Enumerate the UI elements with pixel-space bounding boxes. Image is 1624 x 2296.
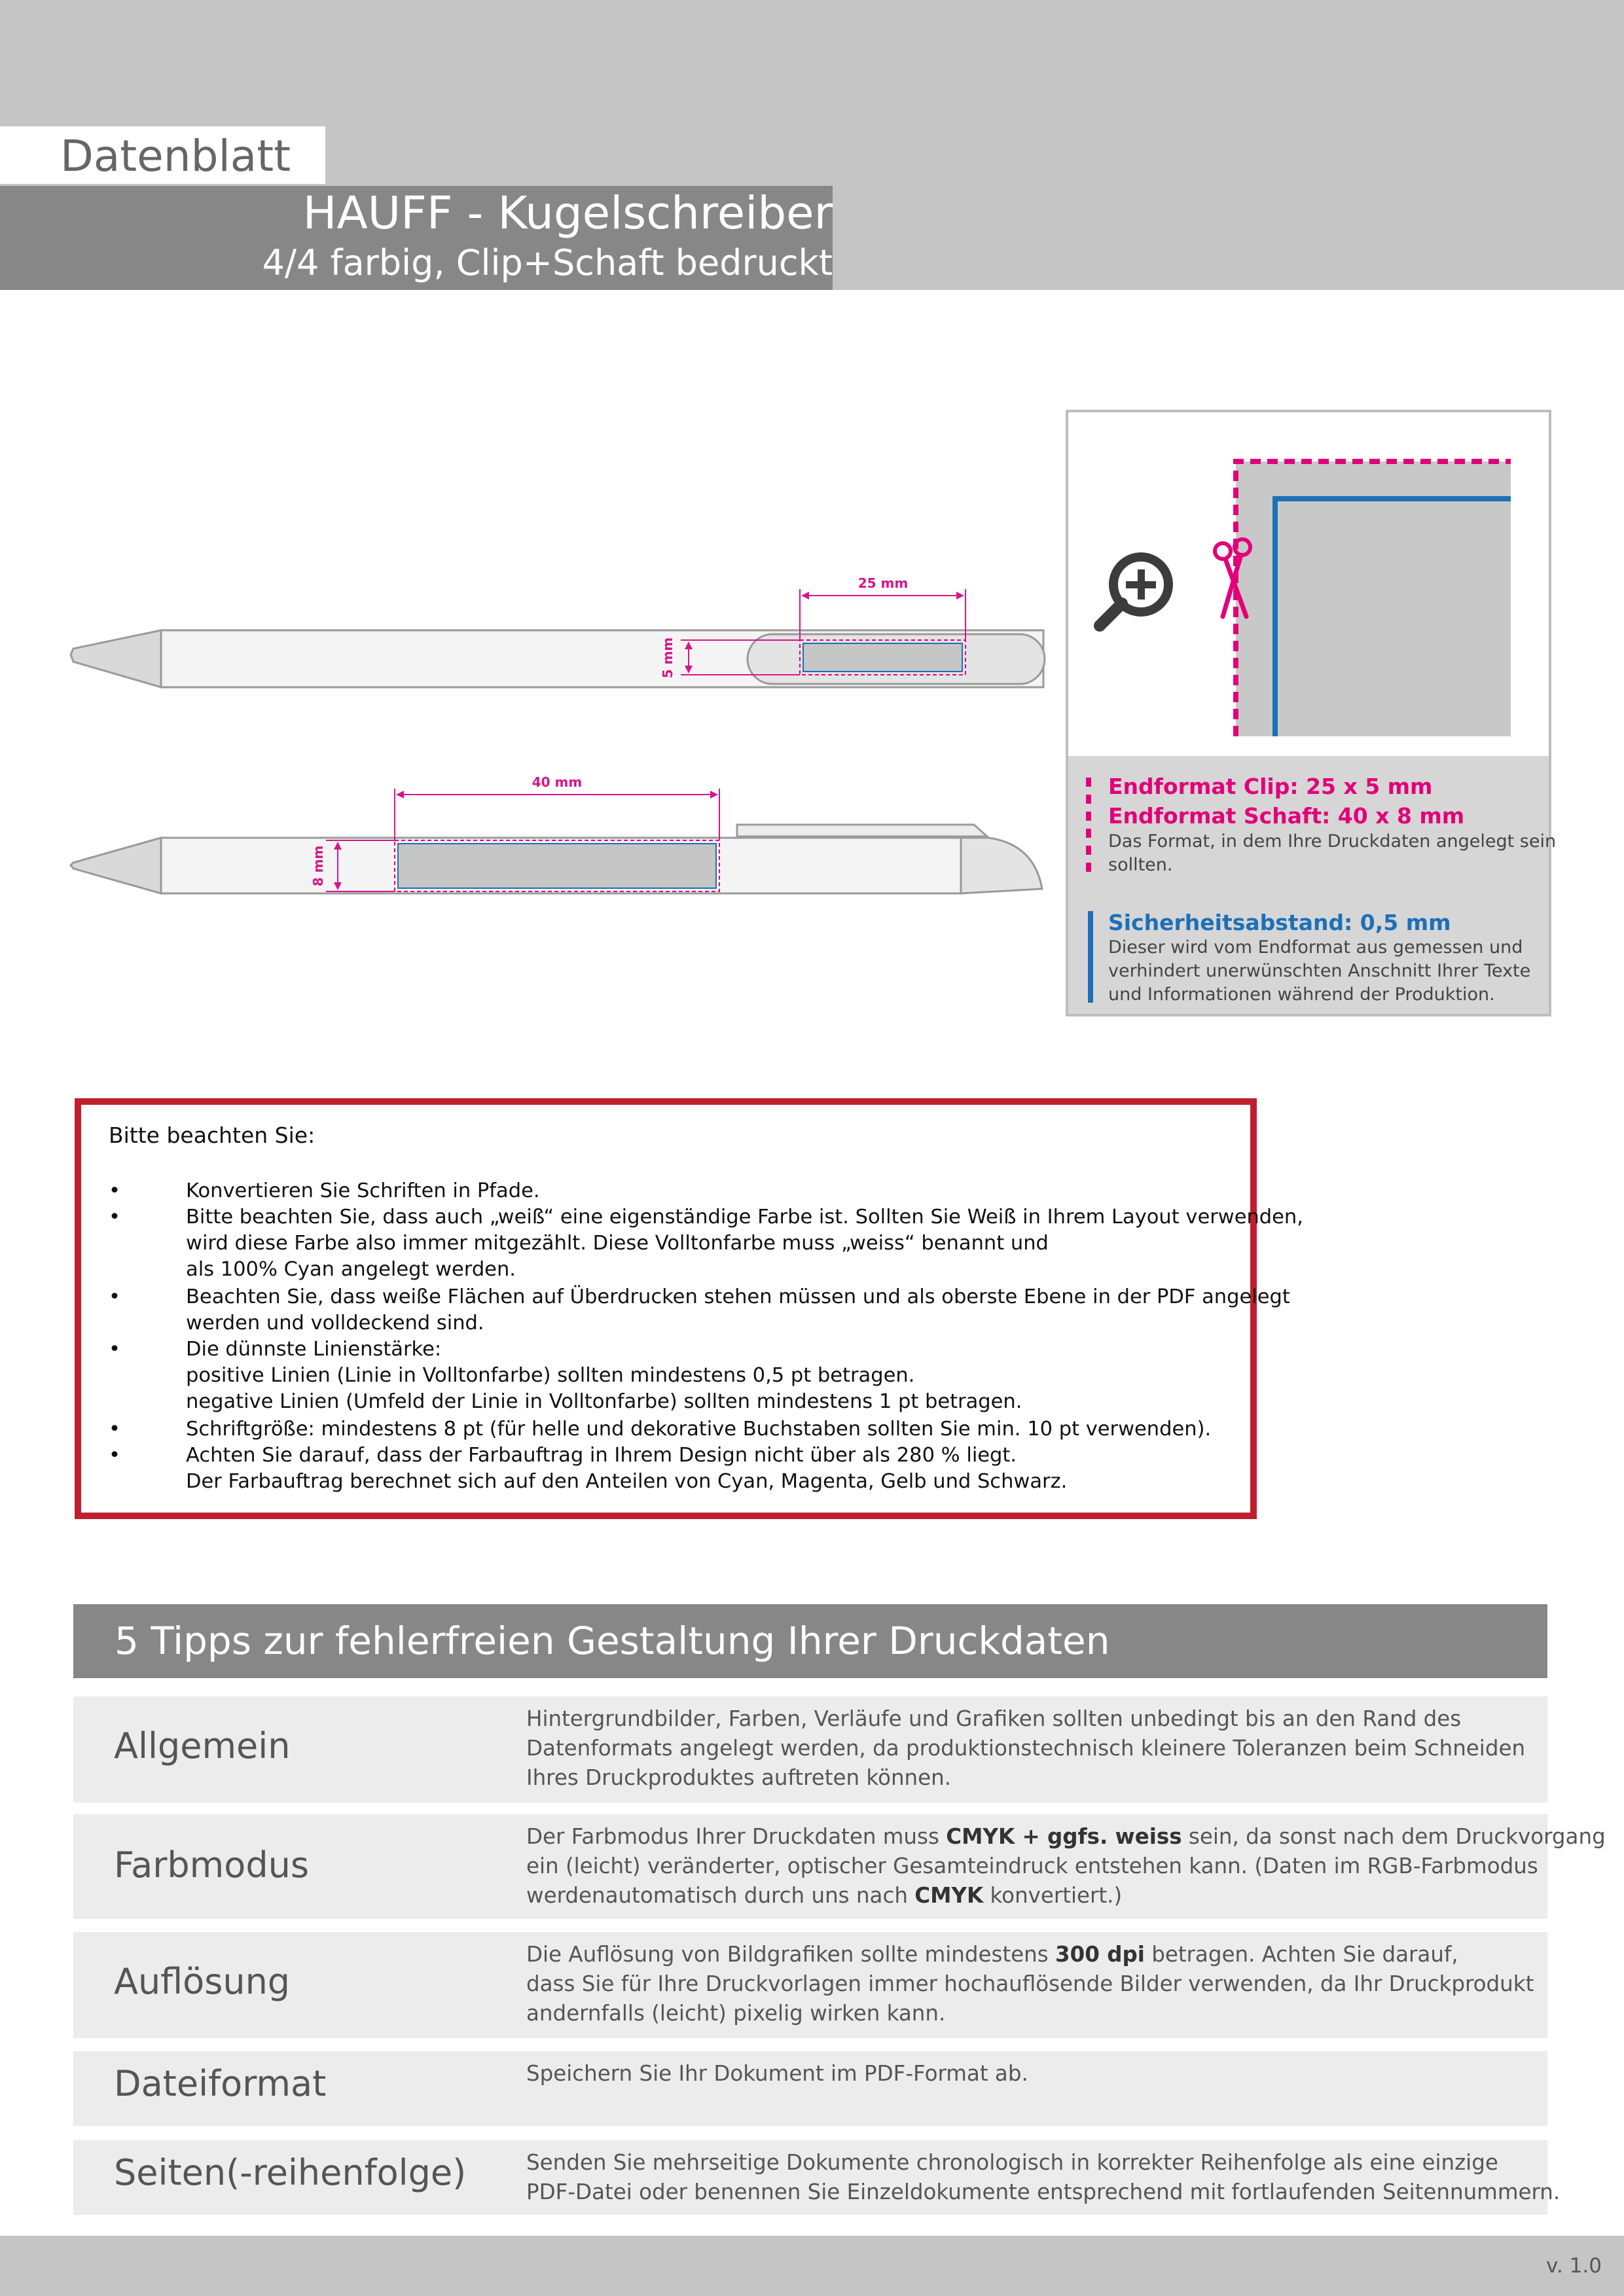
bullet: • xyxy=(109,1418,120,1441)
endformat-clip: Endformat Clip: 25 x 5 mm xyxy=(1108,774,1433,799)
pen-shaft-view xyxy=(71,774,1042,893)
doc-type-label: Datenblatt xyxy=(60,131,291,181)
safety-desc-line-3: und Informationen während der Produktion. xyxy=(1108,984,1495,1005)
tip-label: Auflösung xyxy=(114,1961,291,2002)
tip-label: Allgemein xyxy=(114,1725,291,1767)
footer-bar xyxy=(0,2236,1624,2296)
tip-row-dateiformat xyxy=(73,2051,1547,2126)
tip-text: Senden Sie mehrseitige Dokumente chronologisch in korrekter Reihenfolge als eine einzige PDF-Datei oder benennen Sie Einzeldokumente entsprechend mit fortlaufenden Seitennummern. xyxy=(526,2150,1561,2204)
bullet: • xyxy=(109,1338,120,1361)
safety-title: Sicherheitsabstand: 0,5 mm xyxy=(1108,910,1451,935)
format-illustration xyxy=(1074,419,1545,746)
tip-row-seiten xyxy=(73,2140,1561,2215)
bullet: • xyxy=(109,1285,120,1308)
legend-blue-marker xyxy=(1088,911,1093,1003)
tip-text: Hintergrundbilder, Farben, Verläufe und Grafiken sollten unbedingt bis an den Rand des Datenformats angelegt werden, da produktionstechnisch kleinere Toleranzen beim Schneiden Ihres Druckproduktes auftreten können. xyxy=(526,1706,1526,1790)
pen-clip-view xyxy=(71,575,1045,687)
endformat-desc-line-1: Das Format, in dem Ihre Druckdaten angelegt sein xyxy=(1108,831,1557,852)
pen-diagram xyxy=(59,563,1067,903)
tip-text: Die Auflösung von Bildgrafiken sollte mindestens 300 dpi betragen. Achten Sie darauf, dass Sie für Ihre Druckvorlagen immer hochauflösende Bilder verwenden, da Ihr Druckprodukt andernfalls (leicht) pixelig wirken kann. xyxy=(526,1942,1534,2026)
safety-desc-line-2: verhindert unerwünschten Anschnitt Ihrer Texte xyxy=(1108,961,1531,981)
endformat-desc-line-2: sollten. xyxy=(1108,855,1173,875)
endformat-schaft: Endformat Schaft: 40 x 8 mm xyxy=(1108,803,1465,829)
tip-row-aufloesung xyxy=(73,1932,1547,2038)
tip-row-allgemein xyxy=(73,1696,1547,1803)
shaft-width-label: 40 mm xyxy=(532,774,583,790)
product-subtitle: 4/4 farbig, Clip+Schaft bedruckt xyxy=(262,242,833,283)
bullet: • xyxy=(109,1444,120,1467)
legend-magenta-marker xyxy=(1084,778,1093,877)
tip-row-farbmodus xyxy=(73,1814,1606,1919)
tip-text: Speichern Sie Ihr Dokument im PDF-Format ab. xyxy=(526,2061,1028,2086)
zoom-in-icon xyxy=(1100,557,1168,626)
tip-label: Dateiformat xyxy=(114,2063,327,2104)
clip-height-label: 5 mm xyxy=(660,637,676,679)
tips-title: 5 Tipps zur fehlerfreien Gestaltung Ihrer Druckdaten xyxy=(115,1619,1110,1663)
tip-label: Farbmodus xyxy=(114,1844,309,1886)
clip-width-label: 25 mm xyxy=(857,575,909,591)
tip-label: Seiten(-reihenfolge) xyxy=(114,2152,467,2193)
bullet: • xyxy=(109,1179,120,1202)
notice-title: Bitte beachten Sie: xyxy=(109,1122,316,1148)
safety-desc-line-1: Dieser wird vom Endformat aus gemessen und xyxy=(1108,937,1523,958)
bullet: • xyxy=(109,1206,120,1229)
shaft-height-label: 8 mm xyxy=(310,845,326,887)
product-title: HAUFF - Kugelschreiber xyxy=(302,187,833,240)
tip-text: Der Farbmodus Ihrer Druckdaten muss CMYK + ggfs. weiss sein, da sonst nach dem Druckvorgang ein (leicht) veränderter, optischer Gesamteindruck entstehen kann. (Daten im RGB-Farbmodus werdenautomatisch durch uns nach CMYK konvertiert.) xyxy=(526,1824,1606,1908)
version-label: v. 1.0 xyxy=(1546,2254,1602,2278)
